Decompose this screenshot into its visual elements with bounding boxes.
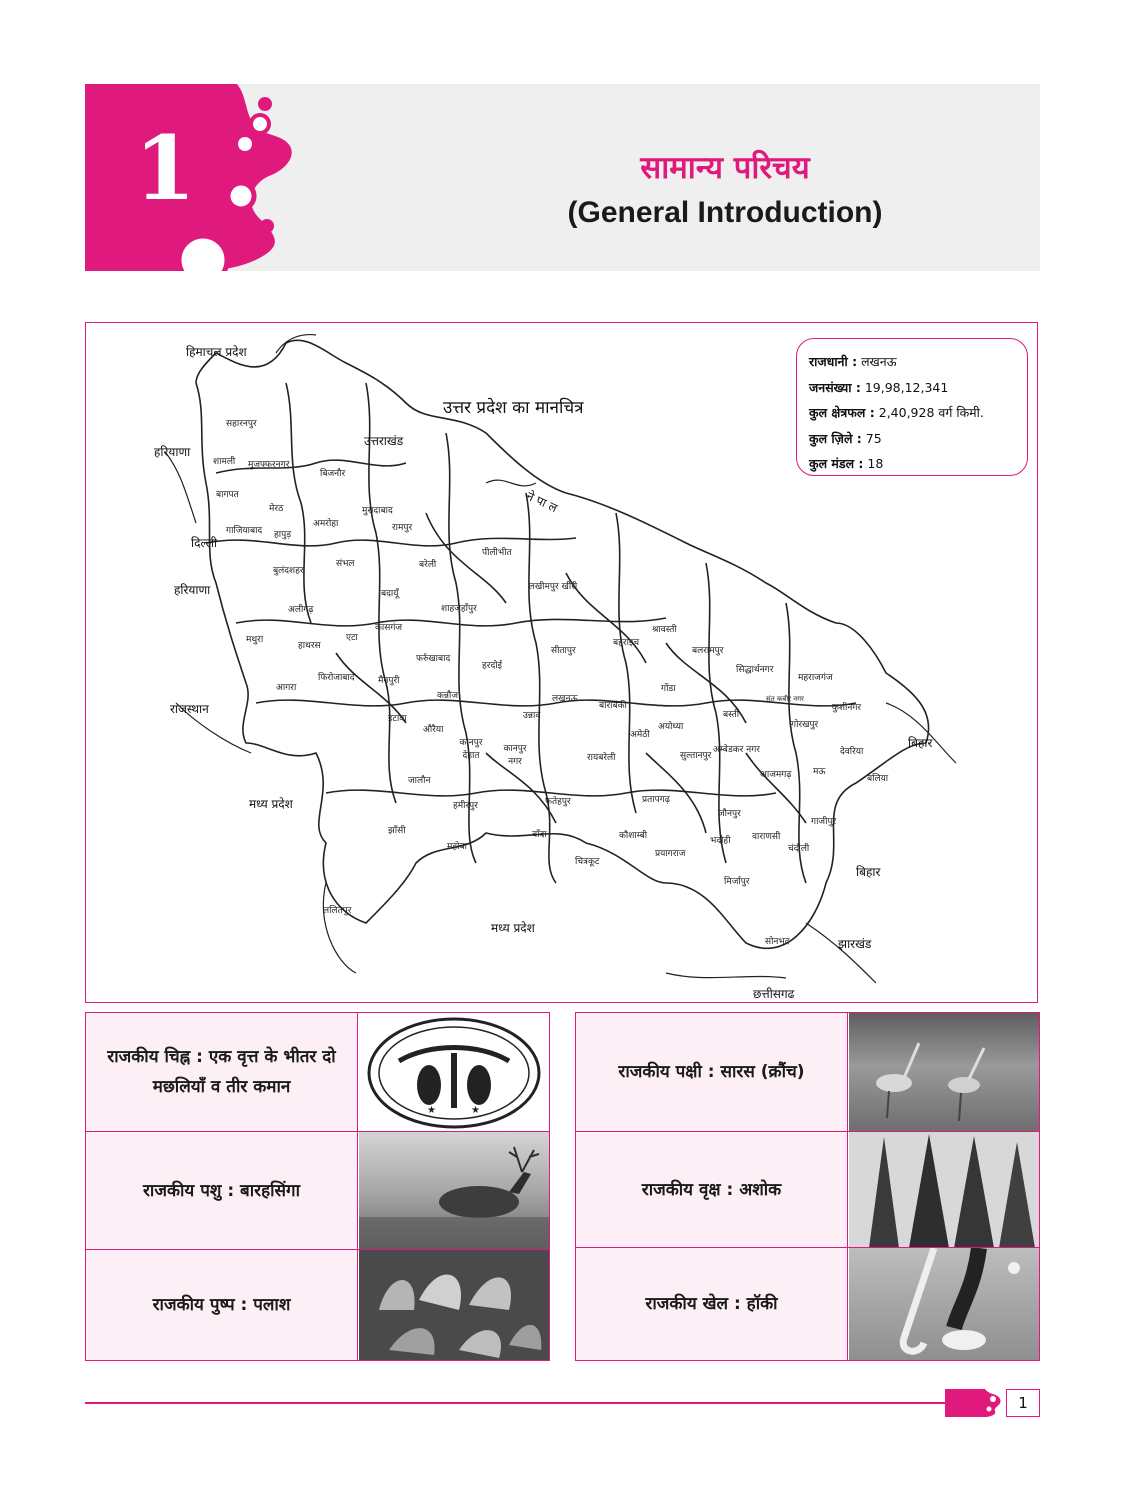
district-label: सिद्धार्थनगर (736, 665, 774, 675)
district-label: बहराइच (613, 638, 640, 648)
district-label: अमेठी (630, 730, 650, 740)
district-label: कन्नौज (437, 691, 459, 701)
district-label: मुरादाबाद (362, 506, 393, 516)
neighbor-label: उत्तराखंड (364, 434, 404, 448)
chapter-title-hindi: सामान्य परिचय (640, 150, 810, 186)
district-label: मुजफ्फरनगर (248, 460, 290, 470)
district-label: बाराबंकी (599, 701, 627, 711)
neighbor-label: हरियाणा (154, 445, 191, 459)
district-label: कानपुर देहात (459, 738, 483, 761)
state-symbols-table-right (575, 1012, 1040, 1361)
svg-text:★: ★ (471, 1105, 480, 1116)
symbol-label: राजकीय पुष्प : पलाश (86, 1250, 358, 1360)
district-label: फर्रुखाबाद (416, 654, 451, 664)
district-label: हाथरस (298, 641, 321, 651)
district-label: अम्बेडकर नगर (713, 745, 760, 755)
district-label: मथुरा (246, 635, 264, 645)
district-label: वाराणसी (752, 832, 781, 842)
district-label: बस्ती (723, 710, 740, 720)
neighbor-label: मध्य प्रदेश (249, 797, 293, 811)
footer-rule (85, 1402, 955, 1404)
district-label: संत कबीर नगर (766, 695, 804, 703)
info-districts: कुल ज़िले : 75 (809, 430, 882, 446)
district-label: आजमगढ़ (760, 770, 792, 780)
district-label: कानपुर नगर (503, 744, 527, 767)
ashoka-tree-image (849, 1132, 1039, 1247)
info-divisions: कुल मंडल : 18 (809, 456, 884, 471)
district-label: अयोध्या (658, 722, 684, 732)
symbol-label: राजकीय पक्षी : सारस (क्रौंच) (576, 1013, 848, 1131)
symbol-row-emblem (86, 1013, 549, 1132)
chapter-header (85, 84, 1040, 271)
district-label: श्रावस्ती (652, 625, 677, 635)
svg-text:★: ★ (427, 1105, 436, 1116)
chapter-title-english: (General Introduction) (567, 196, 883, 229)
symbol-row-sport (576, 1248, 1039, 1360)
info-area: कुल क्षेत्रफल : 2,40,928 वर्ग किमी. (809, 405, 984, 420)
district-label: गोंडा (661, 684, 676, 694)
district-label: प्रतापगढ़ (642, 795, 670, 805)
district-label: महराजगंज (798, 673, 833, 683)
district-label: शामली (213, 457, 236, 467)
district-label: कासगंज (375, 623, 403, 633)
district-label: ललितपुर (323, 906, 352, 916)
district-label: बदायूँ (381, 589, 399, 599)
district-label: चित्रकूट (575, 857, 600, 867)
district-label: मिर्जापुर (724, 877, 750, 887)
neighbor-label: झारखंड (838, 937, 872, 951)
district-label: फतेहपुर (545, 797, 571, 807)
page-number: 1 (1006, 1389, 1040, 1417)
neighbor-label: हरियाणा (174, 583, 211, 597)
symbol-label: राजकीय पशु : बारहसिंगा (86, 1132, 358, 1249)
neighbor-label: बिहार (856, 865, 881, 879)
district-label: भदोही (710, 836, 731, 846)
district-label: चंदौली (788, 844, 810, 854)
symbol-row-bird (576, 1013, 1039, 1132)
district-label: फिरोजाबाद (318, 673, 355, 683)
district-label: शाहजहाँपुर (441, 604, 477, 614)
district-label: इटावा (388, 714, 407, 724)
district-label: मेरठ (269, 504, 284, 514)
symbol-row-animal (86, 1132, 549, 1250)
district-label: रायबरेली (587, 753, 616, 763)
district-label: मैनपुरी (378, 676, 400, 686)
symbol-label: राजकीय चिह्न : एक वृत्त के भीतर दो मछलियाँ व तीर कमान (86, 1013, 358, 1131)
district-label: हरदोई (482, 661, 502, 671)
district-label: जालौन (408, 776, 431, 786)
district-label: झाँसी (388, 826, 406, 836)
district-label: गाजीपुर (811, 817, 837, 827)
district-label: अलीगढ़ (288, 605, 314, 615)
district-label: संभल (336, 559, 355, 569)
chapter-number: 1 (134, 116, 196, 220)
district-label: महोबा (447, 842, 467, 852)
map-title: उत्तर प्रदेश का मानचित्र (443, 398, 584, 418)
district-label: हापुड़ (274, 530, 292, 540)
district-label: बिजनौर (320, 469, 346, 479)
emblem-image (359, 1013, 549, 1131)
district-label: सीतापुर (551, 646, 576, 656)
district-label: गाजियाबाद (226, 526, 263, 536)
district-label: गोरखपुर (791, 720, 819, 730)
district-label: एटा (346, 633, 358, 643)
swamp-deer-image (359, 1132, 549, 1249)
district-label: मऊ (813, 767, 826, 777)
district-label: पीलीभीत (482, 548, 512, 558)
district-label: बुलंदशहर (273, 566, 304, 576)
district-label: बाँदा (532, 830, 547, 840)
neighbor-label: बिहार (908, 736, 933, 750)
district-label: कुशीनगर (832, 703, 862, 713)
district-label: लखीमपुर खीरी (528, 582, 578, 592)
map-panel (85, 322, 1038, 1003)
sarus-crane-image (849, 1013, 1039, 1131)
state-symbols-table-left (85, 1012, 550, 1361)
neighbor-label: दिल्ली (191, 536, 218, 550)
district-label: रामपुर (392, 523, 413, 533)
district-label: अमरोहा (313, 519, 339, 529)
symbol-label: राजकीय खेल : हॉकी (576, 1248, 848, 1360)
district-label: बलरामपुर (692, 646, 724, 656)
info-capital: राजधानी : लखनऊ (809, 354, 897, 369)
district-label: सहारनपुर (226, 419, 257, 429)
district-label: औरैया (423, 725, 444, 735)
neighbor-label: मध्य प्रदेश (491, 921, 535, 935)
district-label: देवरिया (840, 747, 864, 757)
district-label: बरेली (419, 560, 437, 570)
neighbor-label: ने पा ल (524, 488, 560, 516)
palash-flower-image (359, 1250, 549, 1360)
symbol-label: राजकीय वृक्ष : अशोक (576, 1132, 848, 1247)
footer-badge-icon (945, 1389, 1005, 1417)
district-label: प्रयागराज (655, 849, 686, 859)
district-label: उन्नाव (523, 711, 541, 721)
district-label: जौनपुर (718, 809, 741, 819)
district-label: आगरा (276, 683, 297, 693)
district-label: हमीरपुर (453, 801, 478, 811)
district-label: बागपत (216, 490, 239, 500)
state-info-box (796, 338, 1028, 476)
info-population: जनसंख्या : 19,98,12,341 (809, 379, 949, 395)
symbol-row-tree (576, 1132, 1039, 1248)
district-label: लखनऊ (552, 694, 578, 704)
district-label: कौशाम्बी (619, 831, 648, 841)
symbol-row-flower (86, 1250, 549, 1360)
neighbor-label: हिमाचल प्रदेश (186, 345, 247, 359)
neighbor-label: छत्तीसगढ (753, 987, 795, 1001)
district-label: सुल्तानपुर (680, 751, 712, 761)
district-label: बलिया (867, 774, 889, 784)
district-label: सोनभद्र (765, 937, 790, 947)
hockey-image (849, 1248, 1039, 1360)
neighbor-label: राजस्थान (170, 702, 209, 716)
